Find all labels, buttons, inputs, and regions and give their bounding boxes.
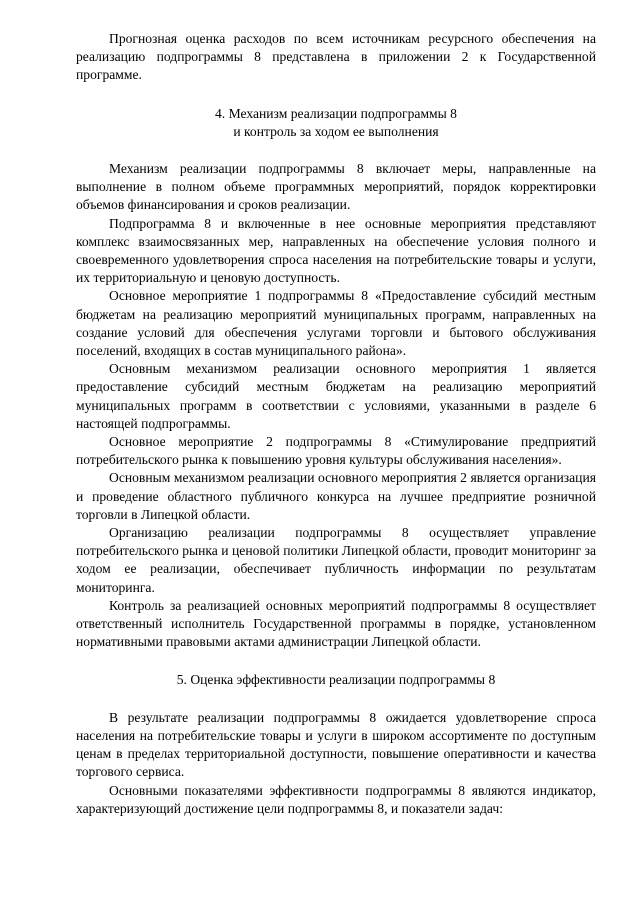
- section-5-paragraph-2: Основными показателями эффективности подпрограммы 8 являются индикатор, характеризующий достижение цели подпрограммы 8, и показатели задач:: [76, 782, 596, 816]
- section-4-paragraph-3: Основное мероприятие 1 подпрограммы 8 «Предоставление субсидий местным бюджетам на реализацию мероприятий муниципальных программ, направленных на создание условий для обеспечения услугами торговли и бытового обслуживания поселений, входящих в состав муниципального района».: [76, 288, 596, 359]
- section-4-paragraph-8: Контроль за реализацией основных мероприятий подпрограммы 8 осуществляет ответственный исполнитель Государственной программы в порядке, установленном нормативными правовыми актами администрации Липецкой области.: [76, 597, 596, 650]
- section-4-paragraph-4: Основным механизмом реализации основного мероприятия 1 является предоставление субсидий местным бюджетам на реализацию мероприятий муниципальных программ в соответствии с условиями, указанными в разделе 6 настоящей подпрограммы.: [76, 361, 596, 431]
- intro-paragraph: Прогнозная оценка расходов по всем источникам ресурсного обеспечения на реализацию подпрограммы 8 представлена в приложении 2 к Государственной программе.: [76, 31, 596, 83]
- section-4-heading: 4. Механизм реализации подпрограммы 8 и контроль за ходом ее выполнения: [215, 105, 457, 139]
- document-page: [76, 30, 596, 818]
- section-5-heading: 5. Оценка эффективности реализации подпрограммы 8: [176, 671, 496, 687]
- section-4-paragraph-6: Основным механизмом реализации основного мероприятия 2 является организация и проведение областного публичного конкурса на лучшее предприятие розничной торговли в Липецкой области.: [76, 470, 596, 522]
- section-4-paragraph-5: Основное мероприятие 2 подпрограммы 8 «Стимулирование предприятий потребительского рынка к повышению уровня культуры обслуживания населения».: [76, 434, 596, 468]
- section-4-paragraph-2: Подпрограмма 8 и включенные в нее основные мероприятия представляют комплекс взаимосвязанных мер, направленных на обеспечение условия полного и своевременного удовлетворения спроса населения на потребительские товары и услуги, их территориальную и ценовую доступность.: [76, 215, 596, 286]
- section-5-paragraph-1: В результате реализации подпрограммы 8 ожидается удовлетворение спроса населения на потребительские товары и услуги в широком ассортименте по доступным ценам в пределах территориальной доступности, повышение оперативности и качества торгового сервиса.: [76, 709, 596, 780]
- section-4-paragraph-1: Механизм реализации подпрограммы 8 включает меры, направленные на выполнение в полном объеме программных мероприятий, порядок корректировки объемов финансирования и сроков реализации.: [76, 161, 596, 213]
- section-4-paragraph-7: Организацию реализации подпрограммы 8 осуществляет управление потребительского рынка и ценовой политики Липецкой области, проводит мониторинг за ходом ее реализации, обеспечивает публичность информации по результатам мониторинга.: [76, 525, 596, 595]
